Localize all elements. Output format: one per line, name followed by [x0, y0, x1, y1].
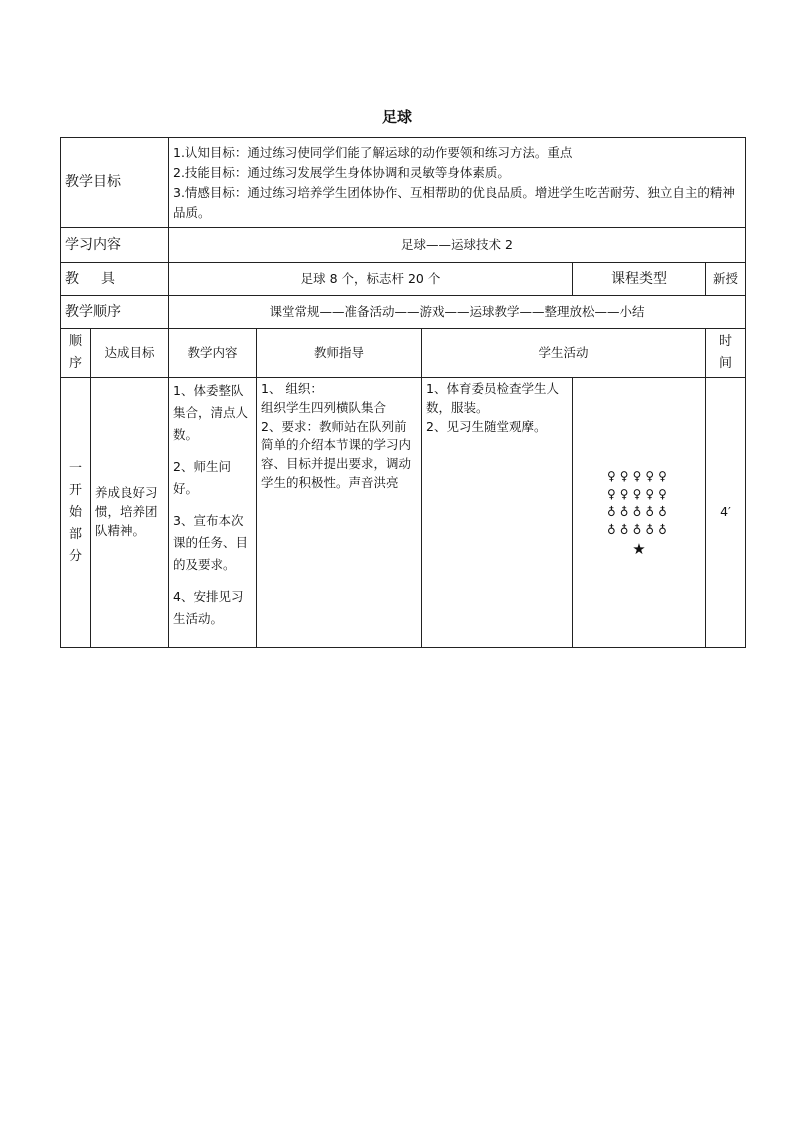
- student-item: 1、体育委员检查学生人数，服装。: [426, 381, 559, 415]
- objective-item: 2.技能目标：通过练习发展学生身体协调和灵敏等身体素质。: [173, 164, 510, 180]
- course-type-label: 课程类型: [573, 263, 706, 296]
- header-row: [61, 329, 746, 378]
- section-goal: 养成良好习惯，培养团队精神。: [91, 378, 169, 648]
- content-item: 3、宣布本次课的任务、目的及要求。: [173, 513, 249, 572]
- section-time: 4′: [706, 378, 746, 648]
- formation-diagram: [573, 378, 706, 648]
- content-label: 学习内容: [61, 228, 169, 263]
- content-item: 2、师生问好。: [173, 459, 231, 496]
- formation-row: ♀♀♀♀♀: [607, 468, 671, 483]
- header-student: 学生活动: [422, 329, 706, 378]
- page-title: 足球: [381, 108, 412, 126]
- sequence-row: [61, 296, 746, 329]
- formation-row: ♀♀♀♀♀: [607, 486, 671, 501]
- section-student: [422, 378, 573, 648]
- objective-item: 3.情感目标：通过练习培养学生团体协作、互相帮助的优良品质。增进学生吃苦耐劳、独立自主的精神品质。: [173, 184, 735, 220]
- equipment-label: 教具: [61, 263, 169, 296]
- equipment-value: 足球 8 个，标志杆 20 个: [169, 263, 573, 296]
- section-content: [169, 378, 257, 648]
- lesson-plan-table: [60, 137, 746, 648]
- header-content: 教学内容: [169, 329, 257, 378]
- content-row: [61, 228, 746, 263]
- student-item: 2、见习生随堂观摩。: [426, 418, 547, 434]
- formation-row: ♁♁♁♁♁: [607, 504, 671, 519]
- sequence-label: 教学顺序: [61, 296, 169, 329]
- section-order: 一 开 始 部 分: [61, 378, 91, 648]
- course-type-value: 新授: [706, 263, 746, 296]
- formation-row: ♁♁♁♁♁: [607, 522, 671, 537]
- teacher-star-icon: ★: [632, 539, 646, 558]
- header-time: 时 间: [706, 329, 746, 378]
- objective-item: 1.认知目标：通过练习使同学们能了解运球的动作要领和练习方法。重点: [173, 144, 573, 160]
- equipment-row: [61, 263, 746, 296]
- objectives-content: [169, 138, 746, 228]
- header-goal: 达成目标: [91, 329, 169, 378]
- objectives-label: 教学目标: [61, 138, 169, 228]
- header-teacher: 教师指导: [257, 329, 422, 378]
- teacher-item: 组织学生四列横队集合: [261, 399, 387, 415]
- section-teacher: [257, 378, 422, 648]
- teacher-item: 2、要求：教师站在队列前简单的介绍本节课的学习内容、目标并提出要求，调动学生的积极性。声音洪亮: [261, 418, 412, 490]
- content-item: 4、安排见习生活动。: [173, 589, 244, 626]
- header-order: 顺 序: [61, 329, 91, 378]
- sequence-value: 课堂常规——准备活动——游戏——运球教学——整理放松——小结: [169, 296, 746, 329]
- teacher-item: 1、 组织：: [261, 381, 323, 396]
- section-start-row: [61, 378, 746, 648]
- content-item: 1、体委整队集合，清点人数。: [173, 383, 249, 442]
- content-value: 足球——运球技术 2: [169, 228, 746, 263]
- objectives-row: [61, 138, 746, 228]
